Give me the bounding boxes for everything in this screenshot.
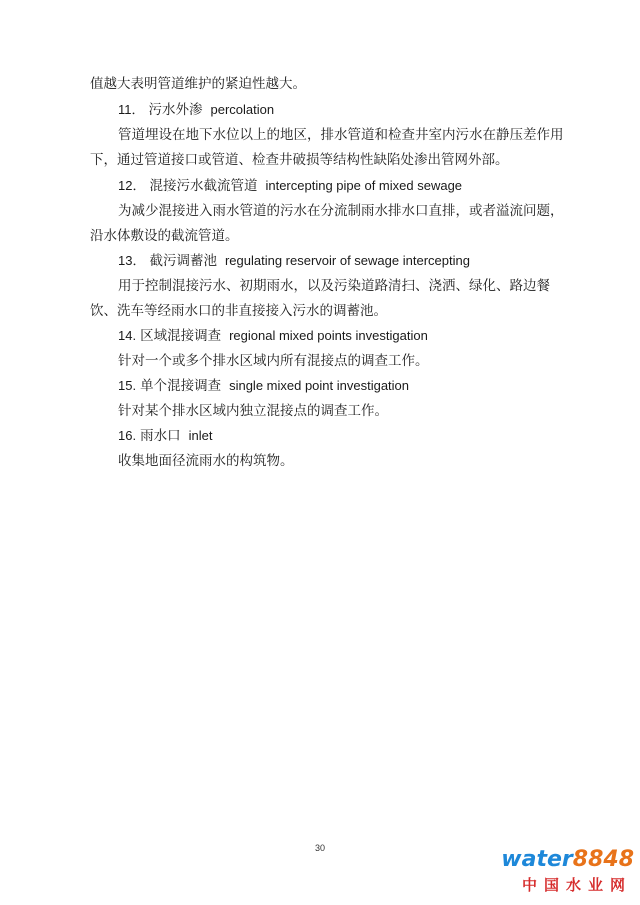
term-english: regional mixed points investigation [229, 328, 428, 343]
term-chinese: 污水外渗 [148, 102, 203, 118]
term-number: 16. [118, 428, 137, 443]
term-definition-line: 为减少混接进入雨水管道的污水在分流制雨水排水口直排，或者溢流问题， [118, 203, 564, 219]
term-definition-line: 管道埋设在地下水位以上的地区，排水管道和检查井室内污水在静压差作用 [118, 127, 564, 143]
term-number: 15. [118, 378, 137, 393]
term-english: intercepting pipe of mixed sewage [265, 178, 463, 193]
term-chinese: 截污调蓄池 [149, 253, 217, 269]
term-english: regulating reservoir of sewage intercepting [224, 253, 470, 268]
term-chinese: 区域混接调查 [140, 328, 222, 344]
term-definition-line: 针对某个排水区域内独立混接点的调查工作。 [118, 403, 388, 419]
term-definition-line: 用于控制混接污水、初期雨水，以及污染道路清扫、浇洒、绿化、路边餐 [118, 278, 550, 294]
watermark-brand-a: water [501, 847, 573, 872]
page-number: 30 [314, 843, 325, 853]
term-heading-15 [118, 377, 409, 395]
term-definition-line: 下，通过管道接口或管道、检查井破损等结构性缺陷处渗出管网外部。 [90, 152, 509, 168]
term-heading-16 [118, 427, 212, 445]
term-heading-12 [118, 177, 462, 195]
watermark-brand [501, 847, 634, 873]
term-heading-11 [118, 101, 274, 119]
term-chinese: 单个混接调查 [140, 378, 222, 394]
watermark-logo [502, 847, 634, 899]
term-english: percolation [210, 102, 275, 117]
term-definition-line: 饮、洗车等经雨水口的非直接接入污水的调蓄池。 [90, 303, 387, 319]
watermark-brand-b: 8848 [572, 847, 634, 872]
term-chinese: 雨水口 [140, 428, 181, 444]
term-definition-line: 收集地面径流雨水的构筑物。 [118, 453, 294, 469]
term-number: 12． [118, 178, 146, 193]
term-heading-14 [118, 327, 428, 345]
term-number: 11． [118, 102, 145, 117]
term-heading-13 [118, 252, 470, 270]
intro-continuation: 值越大表明管道维护的紧迫性越大。 [90, 76, 306, 92]
term-english: single mixed point investigation [229, 378, 410, 393]
term-english: inlet [188, 428, 213, 443]
term-number: 14. [118, 328, 137, 343]
watermark-cn: 中国水业网 [521, 876, 632, 894]
term-definition-line: 针对一个或多个排水区域内所有混接点的调查工作。 [118, 353, 429, 369]
term-number: 13． [118, 253, 146, 268]
term-definition-line: 沿水体敷设的截流管道。 [90, 228, 239, 244]
term-chinese: 混接污水截流管道 [149, 178, 258, 194]
